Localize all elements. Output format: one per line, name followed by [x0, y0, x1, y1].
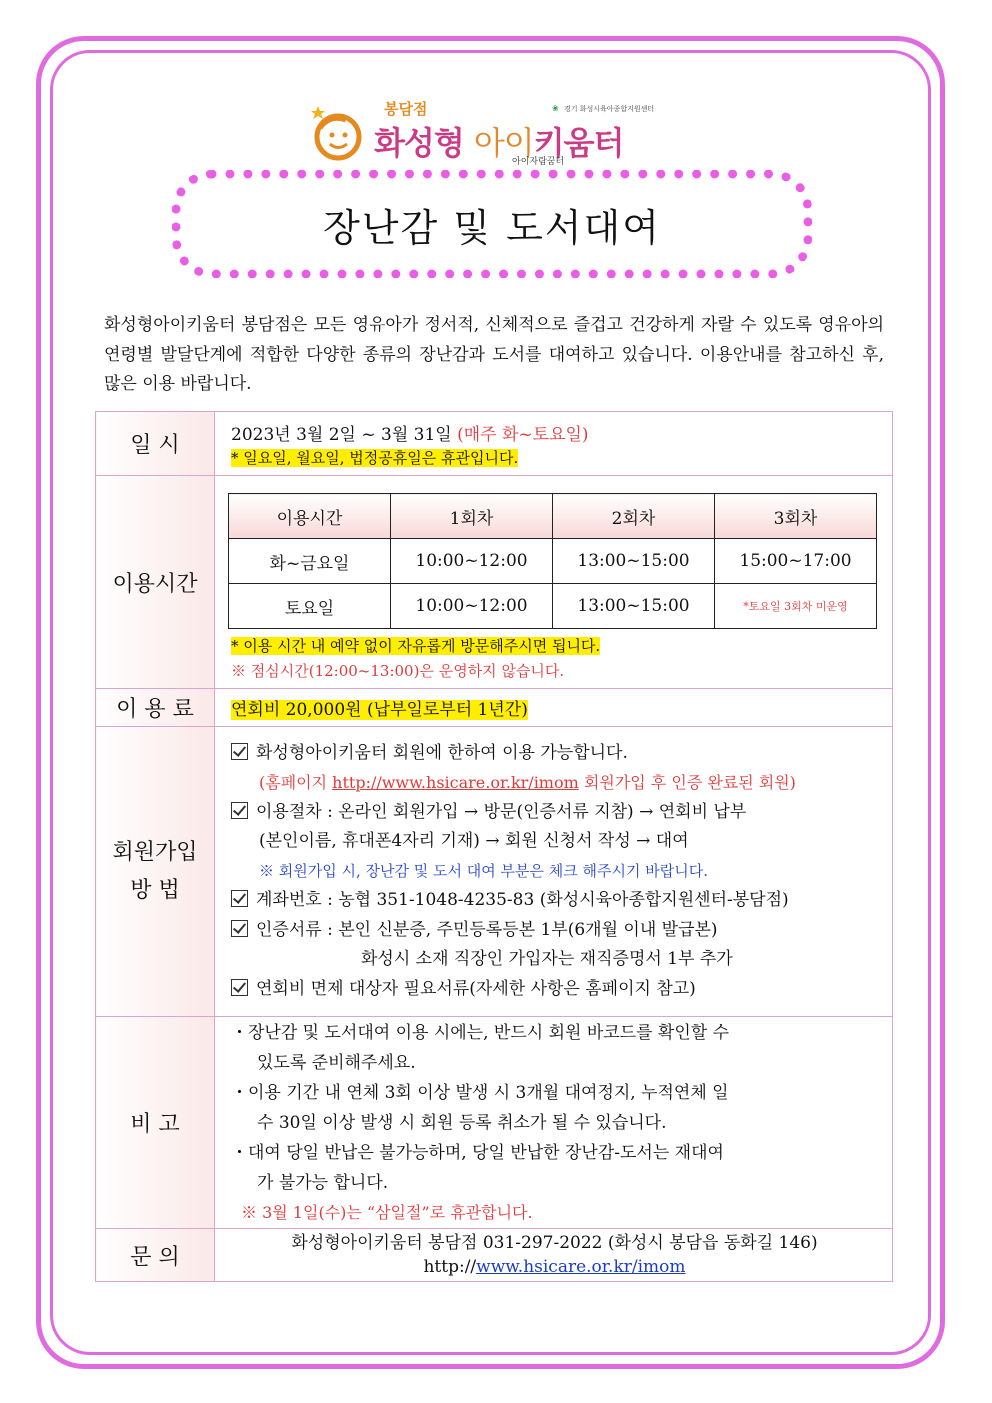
membership-item2-line1: 이용절차 : 온라인 회원가입 → 방문(인증서류 지참) → 연회비 납부	[256, 801, 747, 822]
homepage-link[interactable]: http://www.hsicare.or.kr/imom	[332, 773, 579, 793]
remarks-b3-line1: ・대여 당일 반납은 불가능하며, 당일 반납한 장난감-도서는 재대여	[231, 1142, 724, 1163]
hours-cell: 13:00~15:00	[553, 584, 715, 629]
contact-line1: 화성형아이키움터 봉담점 031-297-2022 (화성시 봉담읍 동화길 146)	[291, 1233, 818, 1253]
hours-header-row	[229, 494, 877, 539]
membership-item1-sub-pre: (홈페이지	[259, 773, 333, 793]
contact-url-prefix: http://	[423, 1257, 477, 1277]
logo-name-part1: 화성형	[374, 124, 474, 162]
checkbox-icon	[231, 979, 248, 996]
membership-label	[96, 727, 215, 1017]
remarks-b2-line2: 수 30일 이상 발생 시 회원 등록 취소가 될 수 있습니다.	[257, 1112, 667, 1133]
schedule-days: (매주 화~토요일)	[457, 424, 589, 445]
hours-header-cell: 3회차	[715, 494, 877, 539]
logo-subtitle: 아이자람꿈터	[512, 157, 565, 167]
remarks-closed-notice: ※ 3월 1일(수)는 “삼일절”로 휴관합니다.	[241, 1202, 533, 1222]
membership-label-line2: 방 법	[130, 877, 180, 903]
title-box	[172, 170, 812, 278]
remarks-label: 비 고	[96, 1017, 215, 1229]
intro-paragraph: 화성형아이키움터 봉담점은 모든 영유아가 정서적, 신체적으로 즐겁고 건강하게 자랄 수 있도록 영유아의 연령별 발달단계에 적합한 다양한 종류의 장난감과 도서를 대여하고 있습니다. 이용안내를 참고하신 후, 많은 이용 바랍니다.	[104, 315, 884, 394]
hours-cell: 토요일	[229, 584, 391, 629]
remarks-b1-line2: 있도록 준비해주세요.	[257, 1052, 416, 1073]
hours-cell: 10:00~12:00	[391, 584, 553, 629]
hours-value	[215, 476, 893, 689]
membership-item5: 연회비 면제 대상자 필요서류(자세한 사항은 홈페이지 참고)	[256, 978, 696, 999]
schedule-dates	[231, 420, 878, 445]
membership-item2-note: ※ 회원가입 시, 장난감 및 도서 대여 부분은 체크 해주시기 바랍니다.	[259, 861, 708, 880]
row-fee	[96, 689, 893, 727]
checkbox-icon	[231, 890, 248, 907]
fee-label: 이 용 료	[96, 689, 215, 727]
membership-item2-line2: (본인이름, 휴대폰4자리 기재) → 회원 신청서 작성 → 대여	[259, 831, 689, 852]
hours-note-lunch: ※ 점심시간(12:00~13:00)은 운영하지 않습니다.	[231, 662, 565, 680]
logo-name-part2: 아이	[473, 124, 534, 162]
remarks-value	[215, 1017, 893, 1229]
hours-cell-saturday-note: *토요일 3회차 미운영	[715, 584, 877, 629]
schedule-label: 일 시	[96, 412, 215, 476]
fee-value: 연회비 20,000원 (납부일로부터 1년간)	[231, 700, 528, 720]
hours-cell: 화~금요일	[229, 539, 391, 584]
schedule-closed-note: * 일요일, 월요일, 법정공휴일은 휴관입니다.	[231, 448, 519, 467]
membership-item3: 계좌번호 : 농협 351-1048-4235-83 (화성시육아종합지원센터-봉담점)	[256, 890, 789, 911]
schedule-value	[215, 412, 893, 476]
hours-cell: 15:00~17:00	[715, 539, 877, 584]
row-contact	[96, 1229, 893, 1282]
logo-main-text	[374, 118, 623, 164]
smiling-child-face-icon	[308, 104, 366, 162]
remarks-b2-line1: ・이용 기간 내 연체 3회 이상 발생 시 3개월 대여정지, 누적연체 일	[231, 1082, 729, 1103]
membership-item1-sub-post: 회원가입 후 인증 완료된 회원)	[578, 773, 796, 793]
checkbox-icon	[231, 743, 248, 760]
remarks-b1-line1: ・장난감 및 도서대여 이용 시에는, 반드시 회원 바코드를 확인할 수	[231, 1022, 730, 1043]
row-schedule	[96, 412, 893, 476]
hours-label: 이용시간	[96, 476, 215, 689]
hours-header-cell: 이용시간	[229, 494, 391, 539]
remarks-b3-line2: 가 불가능 합니다.	[257, 1172, 389, 1193]
schedule-date-range: 2023년 3월 2일 ~ 3월 31일	[231, 424, 458, 445]
hours-row-saturday	[229, 584, 877, 629]
hours-table	[228, 493, 877, 629]
contact-value	[215, 1229, 893, 1282]
row-hours	[96, 476, 893, 689]
checkbox-icon	[231, 802, 248, 819]
contact-homepage-link[interactable]: www.hsicare.or.kr/imom	[476, 1257, 686, 1277]
membership-label-line1: 회원가입	[112, 839, 198, 865]
logo-branch: 봉담점	[384, 100, 428, 118]
center-logo-icon: ❀	[552, 104, 559, 113]
logo-name-part3: 키움터	[533, 124, 624, 162]
checkbox-icon	[231, 920, 248, 937]
membership-item1: 화성형아이키움터 회원에 한하여 이용 가능합니다.	[256, 742, 628, 763]
logo-center-name: 경기 화성시육아종합지원센터	[564, 105, 655, 113]
info-table	[95, 411, 893, 1282]
hours-cell: 13:00~15:00	[553, 539, 715, 584]
membership-value	[215, 727, 893, 1017]
hours-note-visit: * 이용 시간 내 예약 없이 자유롭게 방문해주시면 됩니다.	[231, 637, 601, 655]
hours-header-cell: 2회차	[553, 494, 715, 539]
hours-header-cell: 1회차	[391, 494, 553, 539]
row-membership	[96, 727, 893, 1017]
hours-cell: 10:00~12:00	[391, 539, 553, 584]
logo	[306, 98, 696, 170]
contact-label: 문 의	[96, 1229, 215, 1282]
membership-item4-line1: 인증서류 : 본인 신분증, 주민등록등본 1부(6개월 이내 발급본)	[256, 919, 718, 940]
membership-item4-line2: 화성시 소재 직장인 가입자는 재직증명서 1부 추가	[361, 949, 733, 970]
page-title: 장난감 및 도서대여	[323, 205, 661, 250]
hours-row-weekday	[229, 539, 877, 584]
row-remarks	[96, 1017, 893, 1229]
